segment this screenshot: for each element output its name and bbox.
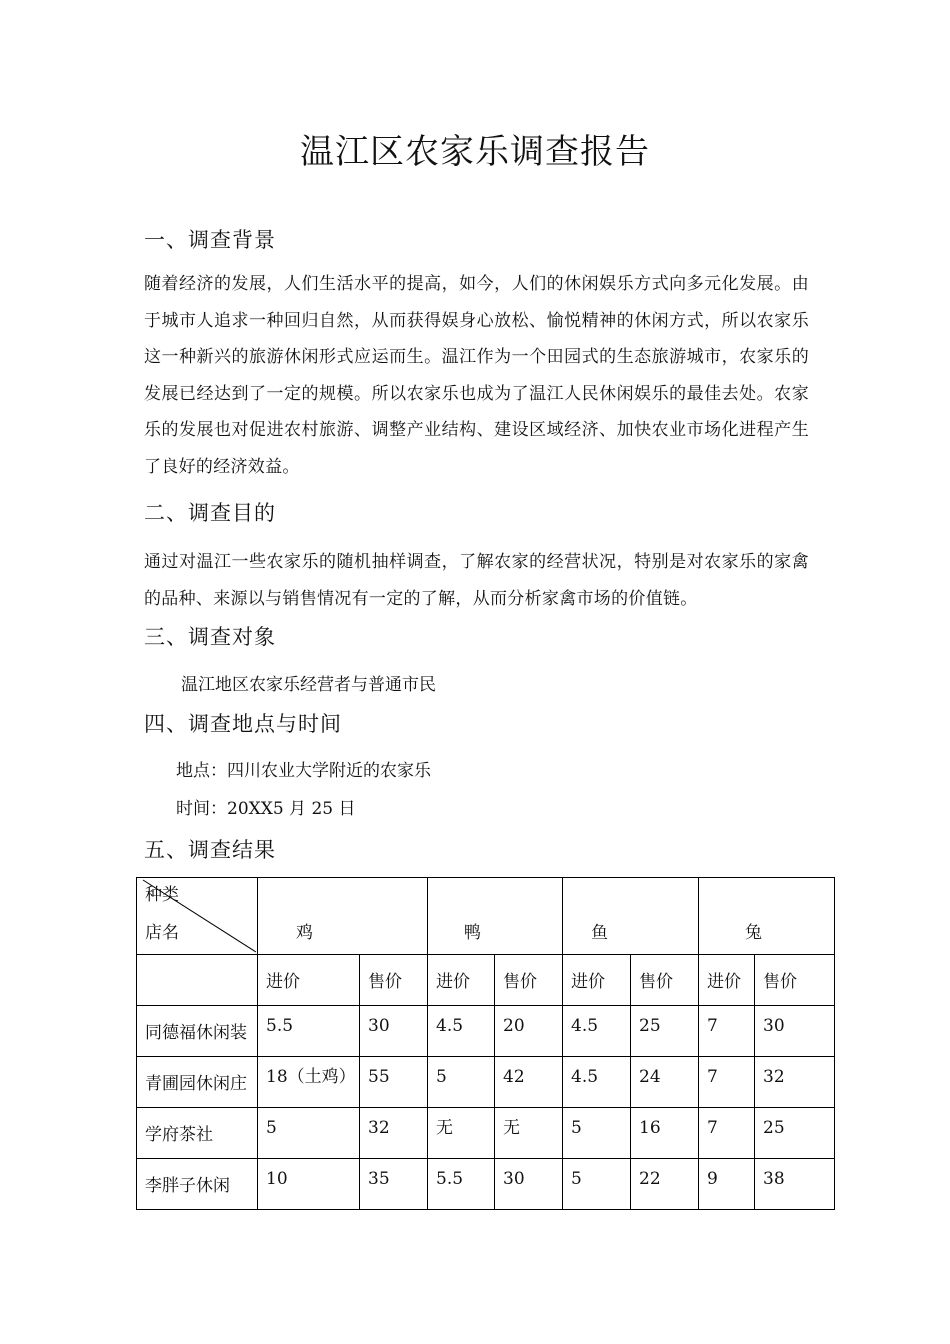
value-cell: 16 <box>631 1108 699 1159</box>
value-cell: 无 <box>428 1108 495 1159</box>
category-label: 兔 <box>745 923 762 943</box>
category-rabbit <box>699 878 835 955</box>
section-heading-object: 三、调查对象 <box>144 625 276 649</box>
results-table <box>136 877 835 1210</box>
shop-name-cell: 学府茶社 <box>137 1108 258 1159</box>
section-heading-place-time: 四、调查地点与时间 <box>144 712 342 736</box>
table-row <box>137 1108 835 1159</box>
category-label: 鸡 <box>296 923 313 943</box>
value-cell: 5 <box>563 1108 631 1159</box>
value-cell: 55 <box>360 1057 428 1108</box>
subheader-cell: 进价 <box>699 955 755 1006</box>
value-cell: 25 <box>631 1006 699 1057</box>
value-cell: 35 <box>360 1159 428 1210</box>
table-row <box>137 1006 835 1057</box>
shop-name-cell: 李胖子休闲 <box>137 1159 258 1210</box>
category-duck <box>428 878 563 955</box>
section-heading-background: 一、调查背景 <box>144 228 276 252</box>
corner-bottom-label: 店名 <box>145 923 179 943</box>
table-row <box>137 1159 835 1210</box>
value-cell: 25 <box>755 1108 835 1159</box>
value-cell: 4.5 <box>563 1006 631 1057</box>
category-fish <box>563 878 699 955</box>
subheader-cell: 售价 <box>631 955 699 1006</box>
value-cell: 4.5 <box>428 1006 495 1057</box>
value-cell: 20 <box>495 1006 563 1057</box>
table-category-row <box>137 878 835 955</box>
value-cell: 5.5 <box>258 1006 360 1057</box>
background-paragraph <box>144 266 809 485</box>
category-label: 鸭 <box>464 923 481 943</box>
value-cell: 10 <box>258 1159 360 1210</box>
value-cell: 30 <box>495 1159 563 1210</box>
subheader-cell: 进价 <box>258 955 360 1006</box>
corner-header-cell <box>137 878 258 955</box>
time-text: 时间：20XX5 月 25 日 <box>176 799 356 819</box>
table-subheader-row <box>137 955 835 1006</box>
table-row <box>137 1057 835 1108</box>
place-text: 地点：四川农业大学附近的农家乐 <box>176 761 431 781</box>
value-cell: 30 <box>360 1006 428 1057</box>
subheader-cell: 售价 <box>495 955 563 1006</box>
document-title: 温江区农家乐调查报告 <box>300 132 650 172</box>
section-heading-purpose: 二、调查目的 <box>144 501 276 525</box>
value-cell: 42 <box>495 1057 563 1108</box>
value-cell: 7 <box>699 1057 755 1108</box>
category-label: 鱼 <box>591 923 608 943</box>
section-heading-results: 五、调查结果 <box>144 838 276 862</box>
value-cell: 7 <box>699 1006 755 1057</box>
value-cell: 7 <box>699 1108 755 1159</box>
value-cell: 5 <box>563 1159 631 1210</box>
subheader-cell: 进价 <box>428 955 495 1006</box>
value-cell: 32 <box>360 1108 428 1159</box>
value-cell: 24 <box>631 1057 699 1108</box>
corner-top-label: 种类 <box>145 885 179 905</box>
background-text: 随着经济的发展，人们生活水平的提高，如今，人们的休闲娱乐方式向多元化发展。由于城市人追求一种回归自然，从而获得娱身心放松、愉悦精神的休闲方式，所以农家乐这一种新兴的旅游休闲形式应运而生。温江作为一个田园式的生态旅游城市，农家乐的发展已经达到了一定的规模。所以农家乐也成为了温江人民休闲娱乐的最佳去处。农家乐的发展也对促进农村旅游、调整产业结构、建设区域经济、加快农业市场化进程产生了良好的经济效益。 <box>144 274 809 477</box>
subheader-cell: 售价 <box>755 955 835 1006</box>
value-cell: 5 <box>258 1108 360 1159</box>
object-text: 温江地区农家乐经营者与普通市民 <box>181 675 436 695</box>
value-cell: 5 <box>428 1057 495 1108</box>
value-cell: 30 <box>755 1006 835 1057</box>
purpose-text: 通过对温江一些农家乐的随机抽样调查，了解农家的经营状况，特别是对农家乐的家禽的品种、来源以与销售情况有一定的了解，从而分析家禽市场的价值链。 <box>144 552 809 609</box>
subheader-cell: 进价 <box>563 955 631 1006</box>
value-cell: 18（土鸡） <box>258 1057 360 1108</box>
purpose-paragraph <box>144 544 809 617</box>
value-cell: 9 <box>699 1159 755 1210</box>
subheader-cell: 售价 <box>360 955 428 1006</box>
value-cell: 38 <box>755 1159 835 1210</box>
value-cell: 5.5 <box>428 1159 495 1210</box>
shop-name-cell: 同德福休闲装 <box>137 1006 258 1057</box>
value-cell: 4.5 <box>563 1057 631 1108</box>
value-cell: 22 <box>631 1159 699 1210</box>
value-cell: 32 <box>755 1057 835 1108</box>
subheader-empty-cell <box>137 955 258 1006</box>
value-cell: 无 <box>495 1108 563 1159</box>
shop-name-cell: 青圃园休闲庄 <box>137 1057 258 1108</box>
category-chicken <box>258 878 428 955</box>
